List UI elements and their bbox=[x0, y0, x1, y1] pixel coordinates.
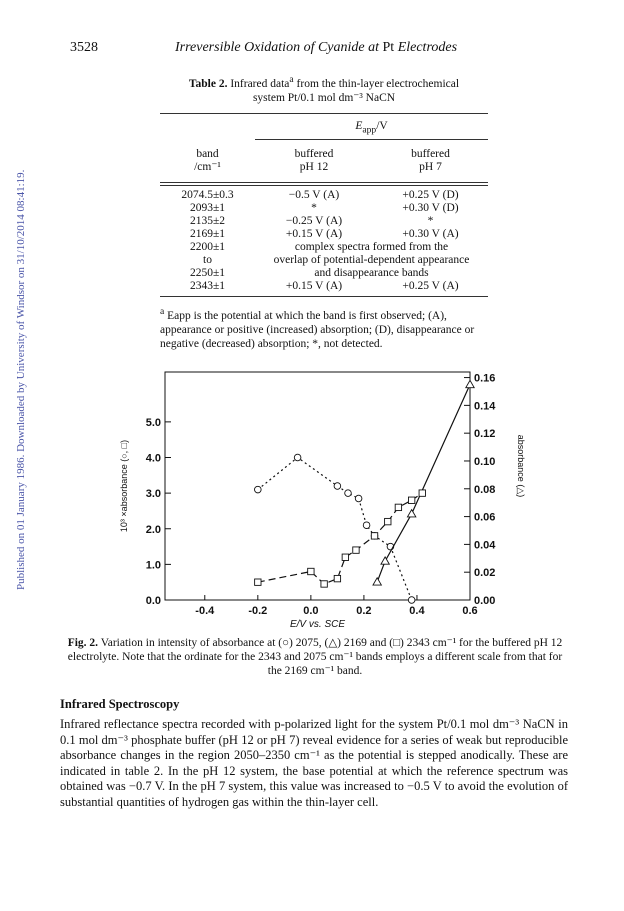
left-tick-label: 5.0 bbox=[145, 416, 161, 429]
data-point-circle bbox=[255, 486, 262, 493]
cell-band: 2135±2 bbox=[189, 215, 226, 228]
figure-caption-text: Variation in intensity of absorbance at (○) 2075, (△) 2169 and (□) 2343 cm⁻¹ for the buffered pH 12 electrolyte. Note that the ordinate for the 2343 and 2075 cm⁻¹ bands employs a different scale from that for the 2169 cm⁻¹ band. bbox=[67, 637, 563, 677]
col-band: band bbox=[196, 148, 219, 161]
y-axis-label-right: absorbance (△) bbox=[516, 434, 526, 498]
footnote-sup: a bbox=[160, 306, 165, 318]
table-caption-label: Table 2. bbox=[188, 77, 228, 90]
series-line-triangle bbox=[377, 385, 470, 582]
cell-ph7: +0.30 V (A) bbox=[402, 228, 459, 241]
page-number: 3528 bbox=[70, 40, 98, 55]
running-head-post: Electrodes bbox=[394, 40, 458, 55]
table-header-row bbox=[160, 148, 488, 174]
footnote-text: Eapp is the potential at which the band is first observed; (A), appearance or positive (increased) absorption; (D), disappearance or negative (decreased) absorption; *, not detected. bbox=[160, 309, 475, 350]
data-point-circle bbox=[355, 495, 362, 502]
x-axis-label: E/V vs. SCE bbox=[289, 619, 346, 630]
data-point-square bbox=[385, 518, 391, 524]
table-row bbox=[160, 215, 488, 228]
left-tick-label: 4.0 bbox=[145, 452, 161, 465]
data-point-square bbox=[395, 504, 401, 510]
table-row bbox=[160, 267, 488, 280]
data-point-triangle bbox=[381, 557, 389, 564]
running-head bbox=[175, 40, 457, 56]
data-point-square bbox=[342, 554, 348, 560]
right-tick-label: 0.00 bbox=[474, 595, 496, 607]
cell-ph12: +0.15 V (A) bbox=[285, 228, 343, 241]
right-tick-label: 0.14 bbox=[474, 400, 496, 413]
table-caption-text: Infrared data bbox=[230, 77, 290, 90]
data-point-circle bbox=[334, 483, 341, 490]
section-heading: Infrared Spectroscopy bbox=[60, 697, 180, 711]
cell-band: 2074.5±0.3 bbox=[181, 189, 234, 202]
absorbance-chart bbox=[110, 360, 530, 630]
col-band-unit: /cm⁻¹ bbox=[194, 161, 221, 174]
cell-band: 2343±1 bbox=[189, 280, 226, 293]
body-paragraph: Infrared reflectance spectra recorded with p-polarized light for the system Pt/0.1 mol dm⁻³ NaCN in 0.1 mol dm⁻³ phosphate buffer (pH 12 or pH 7) reveal evidence for a series of weak but reproducible absorbance changes in the region 2050–2350 cm⁻¹ as the potential is stepped anodically. These are indicated in table 2. In the pH 12 system, the base potential at which the reference spectrum was obtained was −0.7 V. In the pH 7 system, this value was increased to −0.5 V to avoid the evolution of substantial quantities of hydrogen gas within the thin-layer cell. bbox=[60, 717, 568, 809]
table-caption bbox=[160, 73, 488, 105]
eapp-symbol: E bbox=[355, 119, 363, 132]
cell-ph12: * bbox=[311, 202, 317, 215]
cell-ph7: * bbox=[427, 215, 434, 228]
table-row bbox=[160, 241, 488, 254]
table-row bbox=[160, 254, 488, 267]
cell-ph12: +0.15 V (A) bbox=[285, 280, 343, 293]
x-tick-label: -0.4 bbox=[195, 605, 215, 617]
cell-span: complex spectra formed from the bbox=[294, 241, 449, 254]
right-tick-label: 0.12 bbox=[474, 428, 496, 441]
running-head-pre: Irreversible Oxidation of Cyanide at bbox=[175, 40, 383, 55]
right-tick-label: 0.16 bbox=[474, 372, 496, 385]
table-row bbox=[160, 189, 488, 202]
data-point-circle bbox=[294, 454, 301, 461]
x-tick-label: -0.2 bbox=[248, 605, 268, 617]
left-tick-label: 0.0 bbox=[145, 595, 161, 607]
left-tick-label: 1.0 bbox=[145, 559, 161, 572]
table-2 bbox=[160, 73, 488, 351]
col-ph12: buffered bbox=[294, 148, 334, 161]
table-caption-line2: system Pt/0.1 mol dm⁻³ NaCN bbox=[252, 91, 396, 104]
col-ph7-b: pH 7 bbox=[419, 161, 442, 174]
data-point-circle bbox=[408, 597, 415, 604]
cell-band: 2250±1 bbox=[189, 267, 226, 280]
running-head-pt: Pt bbox=[382, 40, 395, 55]
data-point-square bbox=[334, 575, 340, 581]
data-point-triangle bbox=[373, 578, 381, 585]
col-ph12-b: pH 12 bbox=[299, 161, 329, 174]
left-tick-label: 3.0 bbox=[145, 488, 161, 501]
data-point-square bbox=[408, 497, 414, 503]
cell-band: 2093±1 bbox=[189, 202, 226, 215]
table-row bbox=[160, 280, 488, 293]
right-tick-label: 0.06 bbox=[474, 511, 496, 524]
x-tick-label: 0.0 bbox=[303, 605, 319, 617]
figure-caption-label: Fig. 2. bbox=[67, 637, 99, 649]
data-point-square bbox=[255, 579, 261, 585]
eapp-sub: app bbox=[362, 124, 377, 136]
cell-ph12: −0.25 V (A) bbox=[285, 215, 343, 228]
cell-ph7: +0.25 V (D) bbox=[402, 189, 459, 202]
col-ph7: buffered bbox=[411, 148, 450, 161]
cell-span: overlap of potential-dependent appearance bbox=[273, 254, 470, 267]
table-footnote bbox=[160, 305, 488, 351]
cell-ph12: −0.5 V (A) bbox=[288, 189, 340, 202]
data-point-square bbox=[353, 547, 359, 553]
data-point-triangle bbox=[466, 380, 474, 387]
data-point-triangle bbox=[407, 510, 415, 517]
x-tick-label: 0.6 bbox=[462, 605, 478, 617]
table-caption-text-b: from the thin-layer electrochemical bbox=[293, 77, 460, 90]
cell-band: 2169±1 bbox=[189, 228, 226, 241]
y-axis-label-left: 10³ ×absorbance (○, □) bbox=[119, 439, 129, 533]
data-point-circle bbox=[345, 490, 352, 497]
data-point-square bbox=[419, 490, 425, 496]
data-point-square bbox=[308, 568, 314, 574]
download-watermark bbox=[14, 30, 28, 590]
x-tick-label: 0.2 bbox=[356, 605, 372, 617]
right-tick-label: 0.08 bbox=[474, 483, 496, 496]
cell-band: to bbox=[203, 254, 212, 267]
right-tick-label: 0.02 bbox=[474, 567, 496, 580]
cell-ph7: +0.30 V (D) bbox=[402, 202, 459, 215]
eapp-unit: /V bbox=[376, 119, 388, 132]
table-caption-sup: a bbox=[289, 74, 294, 85]
figure-caption bbox=[60, 636, 570, 678]
cell-ph7: +0.25 V (A) bbox=[402, 280, 459, 293]
table-body bbox=[160, 189, 488, 293]
right-tick-label: 0.04 bbox=[474, 539, 496, 552]
cell-band: 2200±1 bbox=[189, 241, 226, 254]
cell-span: and disappearance bands bbox=[314, 267, 429, 280]
table-row bbox=[160, 202, 488, 215]
x-tick-label: 0.4 bbox=[409, 605, 425, 617]
right-tick-label: 0.10 bbox=[474, 455, 496, 468]
eapp-header bbox=[255, 114, 488, 140]
download-note: Published on 01 January 1986. Downloaded by University of Windsor on 31/10/2014 08:41:19. bbox=[15, 169, 27, 590]
left-tick-label: 2.0 bbox=[145, 523, 161, 536]
figure-2 bbox=[110, 360, 530, 635]
data-point-square bbox=[321, 581, 327, 587]
data-point-square bbox=[371, 533, 377, 539]
data-point-circle bbox=[363, 522, 370, 529]
table-row bbox=[160, 228, 488, 241]
